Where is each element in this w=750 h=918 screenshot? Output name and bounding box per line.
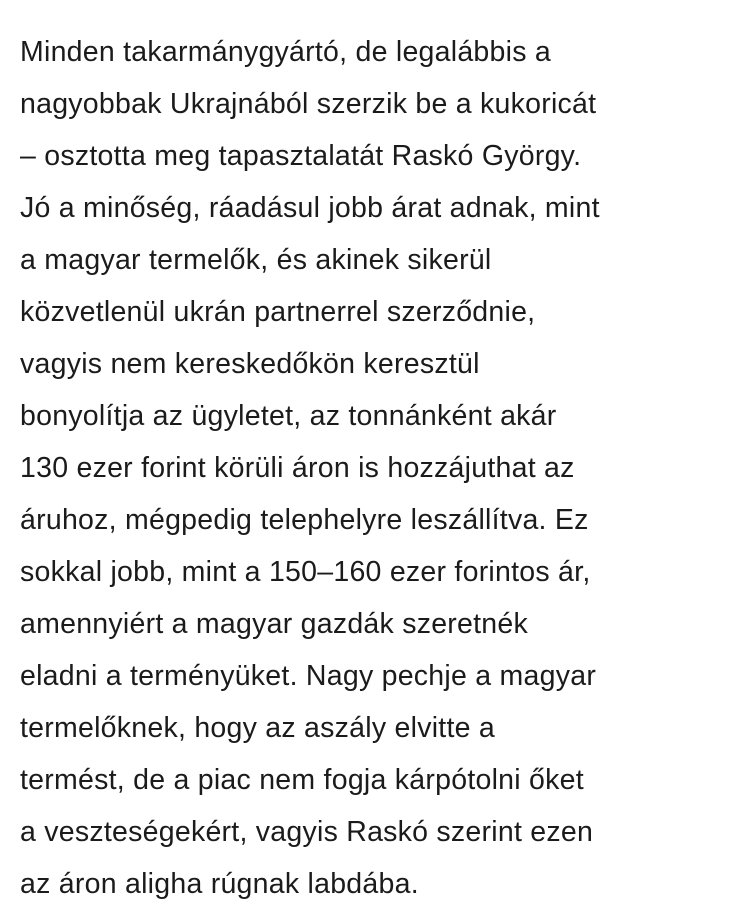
- paragraph-line: az áron aligha rúgnak labdába.: [20, 868, 419, 900]
- paragraph-line: 130 ezer forint körüli áron is hozzájuthat az: [20, 452, 575, 484]
- paragraph-line: – osztotta meg tapasztalatát Raskó György.: [20, 140, 582, 172]
- paragraph-line: Jó a minőség, ráadásul jobb árat adnak, mint: [20, 192, 600, 224]
- paragraph-line: amennyiért a magyar gazdák szeretnék: [20, 608, 529, 640]
- paragraph-line: eladni a terményüket. Nagy pechje a magyar: [20, 660, 597, 692]
- paragraph-line: bonyolítja az ügyletet, az tonnánként akár: [20, 400, 557, 432]
- paragraph-line: a magyar termelők, és akinek sikerül: [20, 244, 492, 276]
- paragraph-line: vagyis nem kereskedőkön keresztül: [20, 348, 480, 380]
- paragraph-line: áruhoz, mégpedig telephelyre leszállítva. Ez: [20, 504, 589, 536]
- paragraph-line: közvetlenül ukrán partnerrel szerződnie,: [20, 296, 536, 328]
- article-paragraph: [20, 26, 732, 910]
- paragraph-line: termelőknek, hogy az aszály elvitte a: [20, 712, 495, 744]
- paragraph-line: termést, de a piac nem fogja kárpótolni őket: [20, 764, 584, 796]
- paragraph-line: Minden takarmánygyártó, de legalábbis a: [20, 36, 551, 68]
- paragraph-line: nagyobbak Ukrajnából szerzik be a kukoricát: [20, 88, 597, 120]
- paragraph-line: sokkal jobb, mint a 150–160 ezer forintos ár,: [20, 556, 591, 588]
- paragraph-line: a veszteségekért, vagyis Raskó szerint ezen: [20, 816, 594, 848]
